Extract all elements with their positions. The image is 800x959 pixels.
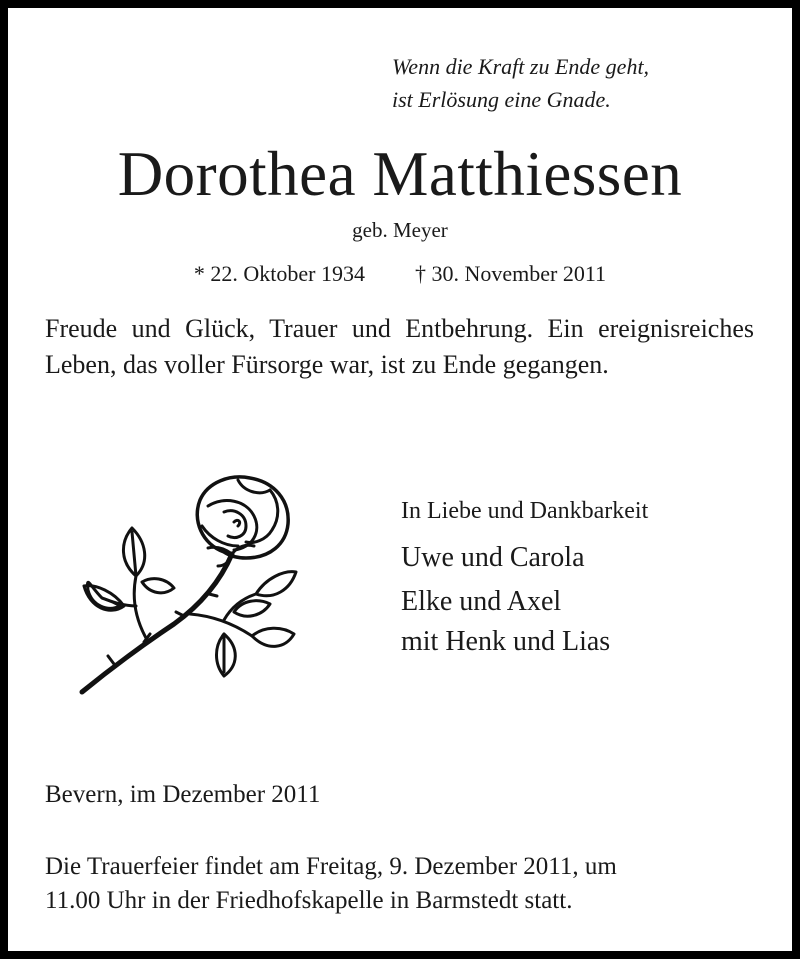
motto-line-2: ist Erlösung eine Gnade. — [392, 87, 611, 112]
service-line-1: Die Trauerfeier findet am Freitag, 9. Dezember 2011, um — [45, 853, 617, 880]
family-intro: In Liebe und Dankbarkeit — [401, 498, 649, 524]
funeral-service-info — [45, 850, 754, 918]
service-line-2: 11.00 Uhr in der Friedhofskapelle in Barmstedt statt. — [45, 887, 573, 914]
deceased-name: Dorothea Matthiessen — [117, 139, 683, 209]
family-line-2: Elke und Axel — [401, 586, 562, 617]
family-line-1: Uwe und Carola — [401, 542, 585, 573]
place-date: Bevern, im Dezember 2011 — [45, 781, 321, 808]
motto — [392, 50, 752, 116]
birth-date: * 22. Oktober 1934 — [193, 261, 366, 286]
obituary-card — [8, 8, 792, 951]
maiden-name: geb. Meyer — [352, 218, 448, 242]
rose-icon — [74, 466, 308, 704]
family-line-3: mit Henk und Lias — [401, 626, 611, 657]
motto-line-1: Wenn die Kraft zu Ende geht, — [392, 54, 650, 79]
family-signature — [401, 494, 761, 662]
life-dates — [8, 260, 792, 288]
tribute-text: Freude und Glück, Trauer und Entbehrung. Ein ereignisreiches Leben, das voller Fürsorge war, ist zu Ende gegangen. — [45, 314, 754, 379]
death-date: † 30. November 2011 — [415, 261, 607, 286]
